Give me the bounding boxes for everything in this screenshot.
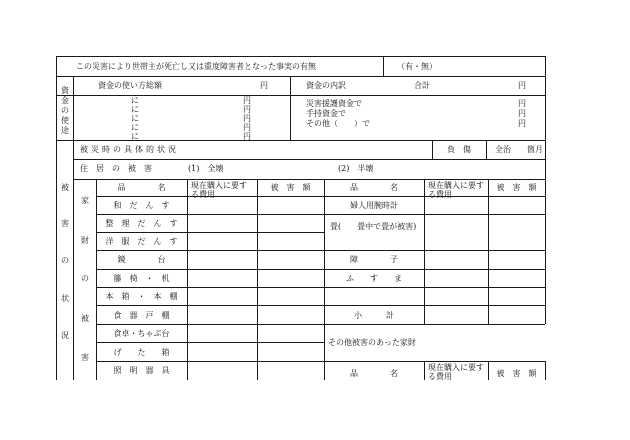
breakdown-row-label: 災害援護資金で: [306, 99, 362, 108]
item-label: 本 箱 ・ 本 棚: [105, 292, 178, 301]
rule: [257, 179, 258, 380]
item-label: 和 だ ん す: [113, 201, 170, 210]
rule: [324, 287, 545, 288]
breakdown-row-yen: 円: [518, 109, 526, 118]
usage-row-yen: 円: [243, 123, 251, 132]
rule: [324, 214, 545, 215]
rule: [96, 305, 324, 306]
rule: [324, 361, 545, 362]
injury-value[interactable]: 全治 箇月: [495, 145, 543, 154]
housing-option-full[interactable]: (1) 全壊: [188, 164, 224, 173]
item-label: 洋 服 だ ん す: [105, 237, 178, 246]
item-label: 食卓・ちゃぶ台: [113, 329, 170, 338]
col-cost-header: 現在購入に要する費用: [191, 181, 247, 199]
breakdown-label: 資金の内訳: [306, 81, 346, 90]
item-label: 鏡 台: [117, 255, 166, 264]
rule: [56, 95, 545, 96]
col-cost-header: 現在購入に要する費用: [428, 363, 484, 381]
rule: [56, 56, 545, 57]
rule: [96, 250, 324, 251]
subtotal-label: 小 計: [354, 311, 394, 320]
rule: [96, 361, 324, 362]
usage-row-yen: 円: [243, 96, 251, 105]
col-damage-header: 被 害 額: [496, 183, 537, 192]
other-items-label: その他被害のあった家財: [328, 338, 416, 347]
rule: [56, 140, 545, 141]
usage-row-yen: 円: [243, 105, 251, 114]
breakdown-row-yen: 円: [518, 119, 526, 128]
rule: [96, 287, 324, 288]
usage-total-yen: 円: [260, 81, 268, 90]
usage-total-label: 資金の使い方総額: [98, 81, 162, 90]
rule: [324, 269, 545, 270]
item-label: 障 子: [350, 255, 398, 264]
rule: [73, 159, 545, 160]
item-label: 食 器 戸 棚: [113, 311, 170, 320]
col-cost-header: 現在購入に要する費用: [428, 181, 484, 199]
usage-row-ni: に: [131, 96, 139, 105]
rule: [486, 140, 487, 160]
total-yen: 円: [518, 81, 526, 90]
rule: [56, 56, 57, 77]
col-damage-header: 被 害 額: [496, 369, 537, 378]
rule: [73, 140, 74, 380]
rule: [96, 324, 324, 325]
rule: [432, 140, 433, 160]
heading-text: この災害により世帯主が死亡し又は重度障害者となった事実の有無: [76, 62, 316, 71]
rule: [73, 76, 74, 141]
item-label: 籐 椅 ・ 机: [113, 274, 170, 283]
item-label-tatami: 畳( 畳中で畳が被害): [330, 222, 417, 231]
col-item-header: 品 名: [117, 183, 166, 192]
rule: [488, 179, 489, 324]
rule: [56, 76, 57, 141]
housing-option-half[interactable]: (2) 半壊: [338, 164, 374, 173]
usage-row-ni: に: [131, 132, 139, 141]
rule: [96, 214, 324, 215]
rule: [56, 140, 57, 380]
rule: [56, 76, 545, 77]
usage-row-ni: に: [131, 123, 139, 132]
furniture-label-char: 被: [81, 314, 89, 323]
breakdown-row-yen: 円: [518, 99, 526, 108]
damage-report-form: この災害により世帯主が死亡し又は重度障害者となった事実の有無 （有・無） 資 金 の 使 途 資金の使い方総額 円 に に に に に 円 円 円 円 円 資金の内訳 合計 円 災害援護資金で 手持資金で その他（ ）で 円 円 円 被 害 の 状 況 被災時の具体的状況 負 傷 全治 箇月 住 居 の 被 害 (1) 全壊 (2) 半壊 家 財 の 被 害 品 名 現在購入に要する費用 被 害 額 品 名 現在購入に要する費用 被 害 額 和 だ ん す 整 理 だ ん す 洋 服 だ ん す 鏡 台 籐 椅 ・ 机 本 箱 ・ 本 棚 食 器 戸 棚 食卓・ちゃぶ台 げ た 箱 照 明 器 具 婦人用腕時計 畳( 畳中で畳が被害) 障 子 ふ す ま 小 計 その他被害のあった家財 品 名 現在購入に要する費用 被 害 額: [0, 0, 630, 440]
col-item-header: 品 名: [350, 183, 398, 192]
rule: [290, 76, 291, 141]
usage-row-ni: に: [131, 114, 139, 123]
rule: [96, 232, 324, 233]
item-label: ふ す ま: [346, 274, 402, 283]
rule: [545, 361, 546, 380]
item-label: 照 明 器 具: [113, 366, 170, 375]
rule: [383, 56, 384, 77]
injury-label: 負 傷: [447, 145, 471, 154]
housing-label: 住 居 の 被 害: [80, 164, 152, 173]
rule: [545, 56, 546, 77]
rule: [424, 361, 425, 380]
breakdown-row-label: 手持資金で: [306, 109, 346, 118]
rule: [324, 250, 545, 251]
usage-row-yen: 円: [243, 114, 251, 123]
rule: [73, 179, 545, 180]
item-label: 整 理 だ ん す: [105, 219, 178, 228]
rule: [96, 342, 324, 343]
rule: [324, 305, 545, 306]
rule: [324, 324, 545, 325]
col-item-header: 品 名: [350, 369, 398, 378]
heading-choice[interactable]: （有・無）: [397, 62, 437, 71]
total-label: 合計: [414, 81, 430, 90]
item-label: 婦人用腕時計: [350, 201, 398, 210]
usage-row-yen: 円: [243, 132, 251, 141]
rule: [96, 269, 324, 270]
rule: [424, 179, 425, 324]
rule: [545, 179, 546, 324]
rule: [545, 76, 546, 141]
usage-row-ni: に: [131, 105, 139, 114]
situation-label: 被災時の具体的状況: [80, 145, 179, 154]
item-label: げ た 箱: [113, 348, 170, 357]
col-damage-header: 被 害 額: [270, 183, 311, 192]
breakdown-row-label: その他（ ）で: [306, 119, 370, 128]
rule: [187, 179, 188, 380]
rule: [545, 140, 546, 180]
